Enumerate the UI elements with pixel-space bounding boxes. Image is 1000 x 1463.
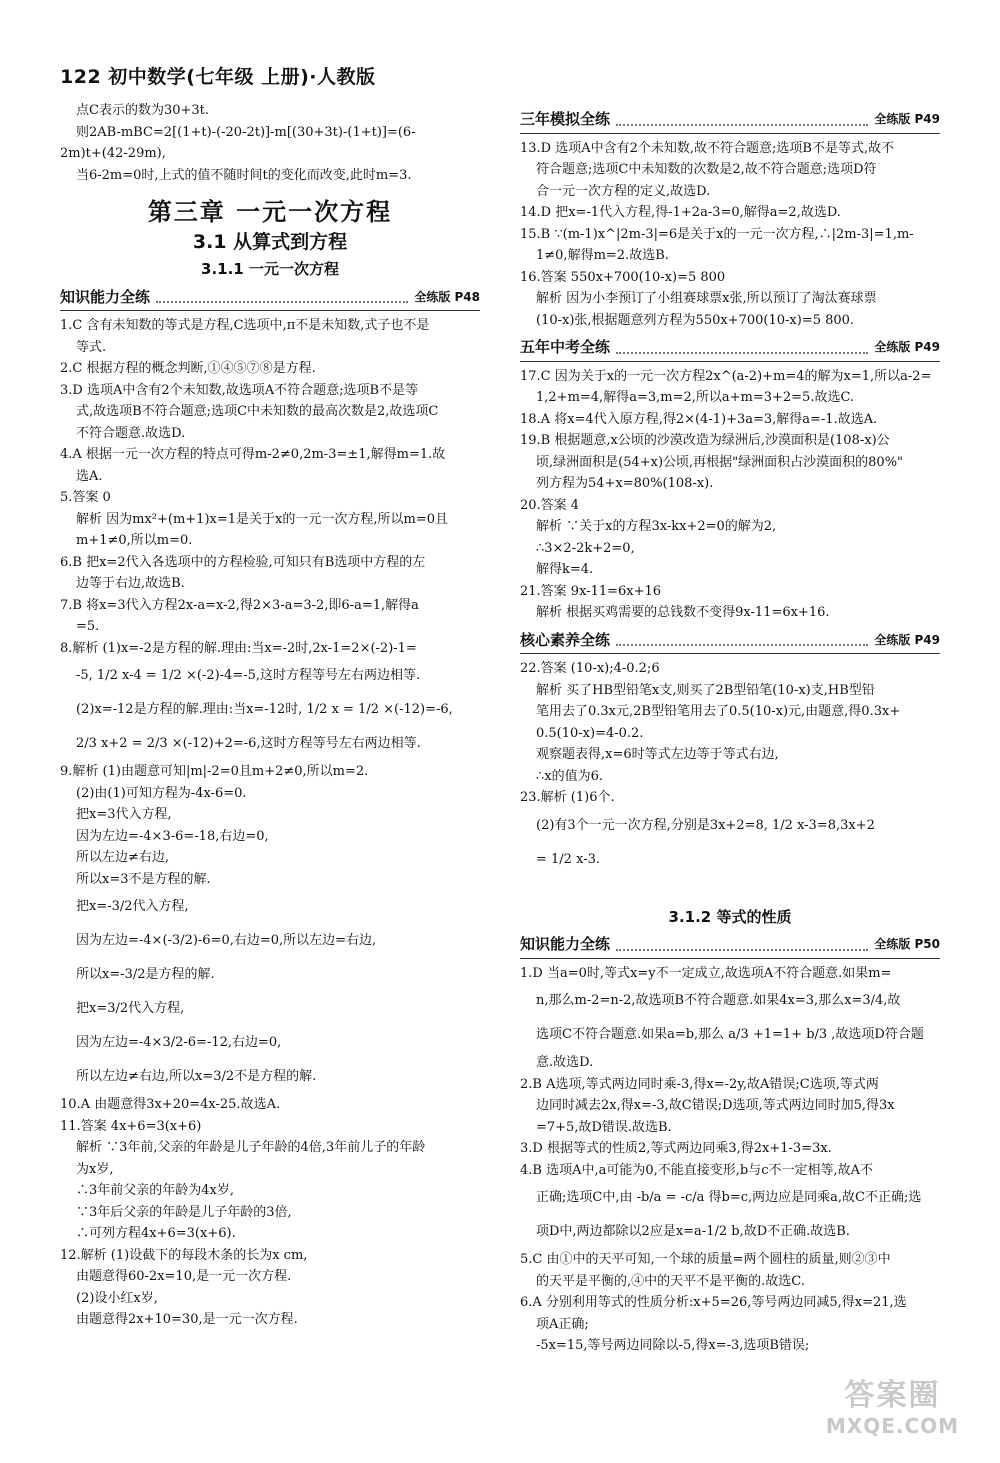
- text-line: 由题意得2x+10=30,是一元一次方程.: [76, 1312, 298, 1327]
- watermark-logo: [800, 1370, 985, 1450]
- text-line: 观察题表得,x=6时等式左边等于等式右边,: [536, 747, 779, 762]
- right-column: [520, 103, 940, 1357]
- text-line: m+1≠0,所以m=0.: [76, 533, 193, 548]
- text-line: 12.解析 (1)设截下的每段木条的长为x cm,: [60, 1247, 308, 1263]
- text-line: 4.B 选项A中,a可能为0,不能直接变形,b与c不一定相等,故A不: [520, 1162, 874, 1178]
- text-line: 解得k=4.: [536, 562, 594, 577]
- text-line: 5.C 由①中的天平可知,一个球的质量=两个圆柱的质量,则②③中: [520, 1252, 891, 1267]
- text-line: 把x=3/2代入方程,: [76, 1001, 185, 1016]
- text-line: 解析 根据买鸡需要的总钱数不变得9x-11=6x+16.: [536, 605, 830, 620]
- band-ref: 全练版 P50: [874, 937, 940, 951]
- text-line: 解析 因为小李预订了小组赛球票x张,所以预订了淘汰赛球票: [536, 291, 877, 306]
- section-band: [520, 109, 940, 134]
- text-line: -5, 1/2 x-4 = 1/2 ×(-2)-4=-5,这时方程等号左右两边相等.: [76, 668, 421, 683]
- text-line: 3.D 选项A中含有2个未知数,故选项A不符合题意;选项B不是等: [60, 382, 419, 398]
- text-line: 15.B ∵(m-1)x^|2m-3|=6是关于x的一元一次方程,∴|2m-3|=1,m-: [520, 226, 914, 242]
- text-line: 6.A 分别利用等式的性质分析:x+5=26,等号两边同减5,得x=21,选: [520, 1295, 907, 1310]
- text-line: 1.C 含有未知数的等式是方程,C选项中,π不是未知数,式子也不是: [60, 318, 430, 333]
- text-line: 6.B 把x=2代入各选项中的方程检验,可知只有B选项中方程的左: [60, 554, 426, 570]
- text-line: 所以x=-3/2是方程的解.: [76, 967, 215, 982]
- band-ref: 全练版 P49: [874, 340, 940, 354]
- text-line: 当6-2m=0时,上式的值不随时间t的变化而改变,此时m=3.: [76, 167, 412, 183]
- text-line: 选A.: [76, 468, 103, 484]
- page-header: 122 初中数学(七年级 上册)·人教版: [60, 66, 376, 88]
- band-dots: [616, 352, 868, 354]
- text-line: 所以左边≠右边,: [76, 850, 170, 865]
- text-line: 1.D 当a=0时,等式x=y不一定成立,故选项A不符合题意.如果m=: [520, 965, 892, 981]
- band-dots: [616, 644, 868, 646]
- text-line: 合一元一次方程的定义,故选D.: [536, 183, 711, 199]
- band-ref: 全练版 P49: [874, 112, 940, 126]
- band-title: 五年中考全练: [520, 338, 611, 356]
- text-line: 边同时减去2x,得x=-3,故C错误;D选项,等式两边同时加5,得3x: [536, 1098, 895, 1113]
- band-dots: [616, 949, 868, 951]
- text-line: =7+5,故D错误.故选B.: [536, 1119, 672, 1135]
- section-title: 3.1 从算式到方程: [192, 230, 348, 253]
- left-answers: [60, 315, 480, 1331]
- text-line: 所以左边≠右边,所以x=3/2不是方程的解.: [76, 1069, 317, 1084]
- text-line: 18.A 将x=4代入原方程,得2×(4-1)+3a=3,解得a=-1.故选A.: [520, 411, 878, 427]
- band-ref: 全练版 P48: [414, 289, 480, 304]
- text-line: ∴可列方程4x+6=3(x+6).: [76, 1226, 236, 1241]
- text-line: (2)有3个一元一次方程,分别是3x+2=8, 1/2 x-3=8,3x+2: [536, 817, 875, 833]
- text-line: 因为左边=-4×(-3/2)-6=0,右边=0,所以左边=右边,: [76, 933, 377, 948]
- text-line: (2)设小红x岁,: [76, 1290, 158, 1306]
- text-line: 所以x=3不是方程的解.: [76, 871, 211, 887]
- section-band: [520, 934, 940, 959]
- text-line: 点C表示的数为30+3t.: [76, 103, 210, 118]
- watermark-site: MXQE.COM: [825, 1414, 960, 1438]
- band-title: 知识能力全练: [60, 287, 151, 306]
- band-ref: 全练版 P49: [874, 632, 940, 647]
- text-line: (2)x=-12是方程的解.理由:当x=-12时, 1/2 x = 1/2 ×(-12)=-6,: [76, 702, 453, 717]
- text-line: 解析 ∵关于x的方程3x-kx+2=0的解为2,: [536, 519, 777, 534]
- chapter-title: 第三章 一元一次方程: [147, 198, 393, 226]
- text-line: 正确;选项C中,由 -b/a = -c/a 得b=c,两边应是同乘a,故C不正确;选: [536, 1190, 922, 1205]
- answers-block-4: [520, 963, 940, 1357]
- text-line: 13.D 选项A中含有2个未知数,故不符合题意;选项B不是等式,故不: [520, 140, 895, 156]
- text-line: n,那么m-2=n-2,故选项B不符合题意.如果4x=3,那么x=3/4,故: [536, 993, 901, 1008]
- left-top-block: [60, 100, 480, 186]
- text-line: 把x=3代入方程,: [76, 807, 172, 822]
- answers-block-3: [520, 658, 940, 877]
- text-line: 1,2+m=4,解得a=3,m=2,所以a+m=3+2=5.故选C.: [536, 390, 855, 405]
- text-line: ∴3×2-2k+2=0,: [536, 540, 635, 556]
- text-line: 为x岁,: [76, 1161, 114, 1177]
- text-line: 5.答案 0: [60, 490, 111, 505]
- text-line: 0.5(10-x)=4-0.2.: [536, 725, 644, 741]
- text-line: 解析 买了HB型铅笔x支,则买了2B型铅笔(10-x)支,HB型铅: [536, 682, 875, 698]
- text-line: 项D中,两边都除以2应是x=a-1/2 b,故D不正确.故选B.: [536, 1224, 850, 1239]
- band-title: 核心素养全练: [520, 630, 611, 649]
- band-title: 知识能力全练: [520, 935, 611, 953]
- text-line: 16.答案 550x+700(10-x)=5 800: [520, 269, 726, 285]
- text-line: 则2AB-mBC=2[(1+t)-(-20-2t)]-m[(30+3t)-(1+t)]=(6-: [76, 124, 416, 140]
- answers-block-1: [520, 138, 940, 332]
- text-line: 20.答案 4: [520, 497, 580, 513]
- text-line: (2)由(1)可知方程为-4x-6=0.: [76, 785, 247, 801]
- band-dots: [616, 124, 868, 126]
- band-title: 三年模拟全练: [520, 110, 611, 128]
- section-band: [520, 337, 940, 362]
- text-line: 顷,绿洲面积是(54+x)公顷,再根据"绿洲面积占沙漠面积的80%": [536, 454, 904, 470]
- text-line: 22.答案 (10-x);4-0.2;6: [520, 661, 660, 676]
- text-line: (10-x)张,根据题意列方程为550x+700(10-x)=5 800.: [536, 312, 855, 328]
- text-line: 解析 因为mx²+(m+1)x=1是关于x的一元一次方程,所以m=0且: [76, 511, 448, 527]
- text-line: 不符合题意.故选D.: [76, 425, 186, 441]
- text-line: 17.C 因为关于x的一元一次方程2x^(a-2)+m=4的解为x=1,所以a-2=: [520, 368, 932, 384]
- text-line: ∵3年后父亲的年龄是儿子年龄的3倍,: [76, 1204, 292, 1220]
- left-column: [60, 100, 480, 1331]
- text-line: =5.: [76, 619, 100, 634]
- text-line: ∴x的值为6.: [536, 768, 604, 784]
- subsection-title: 3.1.1 一元一次方程: [201, 260, 339, 278]
- watermark-logo-text: 答案圈: [844, 1378, 941, 1413]
- text-line: 21.答案 9x-11=6x+16: [520, 583, 662, 599]
- text-line: 项A正确;: [536, 1316, 589, 1332]
- section-band: [520, 630, 940, 655]
- text-line: 意.故选D.: [536, 1055, 594, 1070]
- text-line: 等式.: [76, 339, 107, 355]
- text-line: 2.C 根据方程的概念判断,①④⑤⑦⑧是方程.: [60, 361, 316, 376]
- text-line: 由题意得60-2x=10,是一元一次方程.: [76, 1269, 292, 1284]
- subsection-title: 3.1.2 等式的性质: [668, 907, 792, 926]
- text-line: 2m)t+(42-29m),: [60, 146, 166, 161]
- text-line: 4.A 根据一元一次方程的特点可得m-2≠0,2m-3=±1,解得m=1.故: [60, 447, 446, 462]
- text-line: 因为左边=-4×3-6=-18,右边=0,: [76, 828, 269, 844]
- text-line: ∴3年前父亲的年龄为4x岁,: [76, 1183, 235, 1198]
- text-line: 7.B 将x=3代入方程2x-a=x-2,得2×3-a=3-2,即6-a=1,解得a: [60, 597, 419, 613]
- text-line: 符合题意;选项C中未知数的次数是2,故不符合题意;选项D符: [536, 162, 877, 177]
- text-line: 10.A 由题意得3x+20=4x-25.故选A.: [60, 1097, 281, 1112]
- text-line: 列方程为54+x=80%(108-x).: [536, 476, 714, 491]
- text-line: 23.解析 (1)6个.: [520, 790, 615, 805]
- text-line: 把x=-3/2代入方程,: [76, 899, 189, 914]
- text-line: 2.B A选项,等式两边同时乘-3,得x=-2y,故A错误;C选项,等式两: [520, 1076, 879, 1092]
- text-line: 1≠0,解得m=2.故选B.: [536, 248, 669, 263]
- text-line: 边等于右边,故选B.: [76, 576, 185, 591]
- text-line: 的天平是平衡的,④中的天平不是平衡的.故选C.: [536, 1273, 805, 1289]
- section-band: [60, 287, 480, 312]
- answers-block-2: [520, 366, 940, 624]
- text-line: 19.B 根据题意,x公顷的沙漠改造为绿洲后,沙漠面积是(108-x)公: [520, 433, 890, 448]
- text-line: 选项C不符合题意.如果a=b,那么 a/3 +1=1+ b/3 ,故选项D符合题: [536, 1027, 924, 1042]
- text-line: 笔用去了0.3x元,2B型铅笔用去了0.5(10-x)元,由题意,得0.3x+: [536, 704, 901, 719]
- text-line: = 1/2 x-3.: [536, 851, 600, 867]
- text-line: 因为左边=-4×3/2-6=-12,右边=0,: [76, 1035, 282, 1050]
- text-line: 3.D 根据等式的性质2,等式两边同乘3,得2x+1-3=3x.: [520, 1141, 832, 1156]
- text-line: 8.解析 (1)x=-2是方程的解.理由:当x=-2时,2x-1=2×(-2)-1=: [60, 640, 417, 656]
- text-line: 解析 ∵3年前,父亲的年龄是儿子年龄的4倍,3年前儿子的年龄: [76, 1140, 426, 1155]
- text-line: 式,故选项B不符合题意;选项C中未知数的最高次数是2,故选项C: [76, 404, 439, 419]
- text-line: 2/3 x+2 = 2/3 ×(-12)+2=-6,这时方程等号左右两边相等.: [76, 736, 421, 751]
- text-line: 14.D 把x=-1代入方程,得-1+2a-3=0,解得a=2,故选D.: [520, 205, 841, 220]
- text-line: 11.答案 4x+6=3(x+6): [60, 1118, 202, 1134]
- text-line: 9.解析 (1)由题意可知|m|-2=0且m+2≠0,所以m=2.: [60, 764, 369, 779]
- text-line: -5x=15,等号两边同除以-5,得x=-3,选项B错误;: [536, 1338, 810, 1353]
- band-dots: [156, 301, 408, 303]
